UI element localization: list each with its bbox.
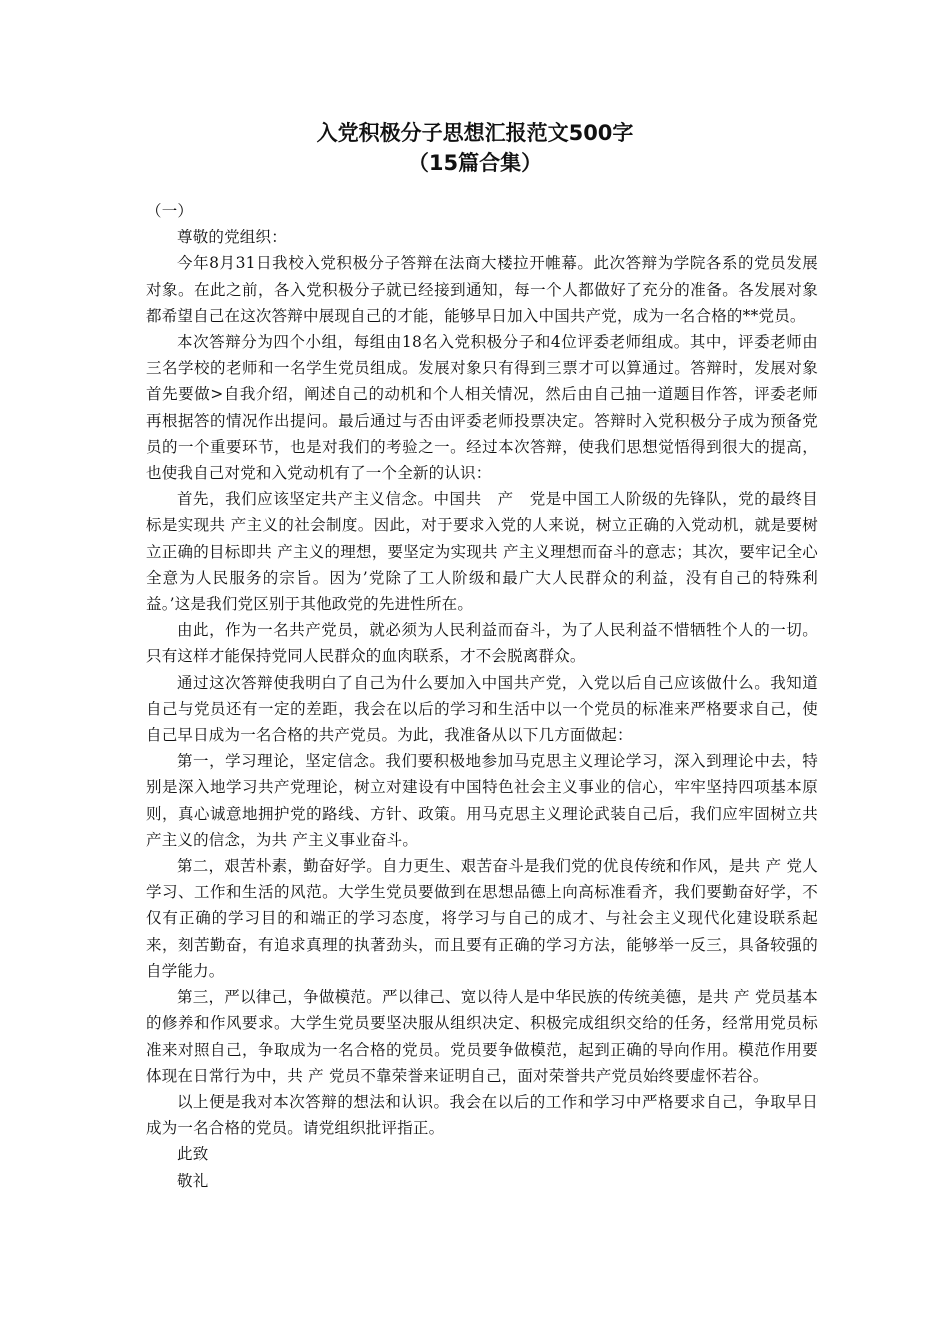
closing-line-1: 此致 bbox=[177, 1145, 209, 1164]
closing-line-2: 敬礼 bbox=[177, 1171, 209, 1190]
document-body bbox=[146, 198, 818, 1194]
paragraph-6: 第一，学习理论，坚定信念。我们要积极地参加马克思主义理论学习，深入到理论中去，特别是深入地学习共产党理论，树立对建设有中国特色社会主义事业的信心，牢牢坚持四项基本原则，真心诚意地拥护党的路线、方针、政策。用马克思主义理论武装自己后，我们应牢固树立共 产主义的信念，为共 产主义事业奋斗。 bbox=[146, 752, 818, 849]
paragraph-4: 由此，作为一名共产党员，就必须为人民利益而奋斗，为了人民利益不惜牺牲个人的一切。只有这样才能保持党同人民群众的血肉联系，才不会脱离群众。 bbox=[146, 621, 818, 666]
paragraph-8: 第三，严以律己，争做模范。严以律己、宽以待人是中华民族的传统美德，是共 产 党员基本的修养和作风要求。大学生党员要坚决服从组织决定、积极完成组织交给的任务，经常用党员标准来对照自己，争取成为一名合格的党员。党员要争做模范，起到正确的导向作用。模范作用要体现在日常行为中，共 产 党员不靠荣誉来证明自己，面对荣誉共产党员始终要虚怀若谷。 bbox=[146, 988, 818, 1085]
salutation: 尊敬的党组织： bbox=[177, 228, 287, 247]
document-title: 入党积极分子思想汇报范文500字 bbox=[316, 121, 634, 145]
paragraph-1: 今年8月31日我校入党积极分子答辩在法商大楼拉开帷幕。此次答辩为学院各系的党员发展对象。在此之前，各入党积极分子就已经接到通知，每一个人都做好了充分的准备。各发展对象都希望自己在这次答辩中展现自己的才能，能够早日加入中国共产党，成为一名合格的**党员。 bbox=[146, 254, 818, 325]
paragraph-9: 以上便是我对本次答辩的想法和认识。我会在以后的工作和学习中严格要求自己，争取早日成为一名合格的党员。请党组织批评指正。 bbox=[146, 1092, 818, 1138]
paragraph-3: 首先，我们应该坚定共产主义信念。中国共 产 党是中国工人阶级的先锋队，党的最终目标是实现共 产主义的社会制度。因此，对于要求入党的人来说，树立正确的入党动机，就是要树立正确的目标即共 产主义的理想，要坚定为实现共 产主义理想而奋斗的意志；其次，要牢记全心全意为人民服务的宗旨。因为’党除了工人阶级和最广大人民群众的利益，没有自己的特殊利益。’这是我们党区别于其他政党的先进性所在。 bbox=[146, 490, 818, 614]
section-mark: （一） bbox=[146, 202, 194, 220]
paragraph-7: 第二，艰苦朴素，勤奋好学。自力更生、艰苦奋斗是我们党的优良传统和作风，是共 产 党人学习、工作和生活的风范。大学生党员要做到在思想品德上向高标准看齐，我们要勤奋好学，不仅有正确的学习目的和端正的学习态度，将学习与自己的成才、与社会主义现代化建设联系起来，刻苦勤奋，有追求真理的执著劲头，而且要有正确的学习方法，能够举一反三，具备较强的自学能力。 bbox=[146, 857, 818, 980]
paragraph-5: 通过这次答辩使我明白了自己为什么要加入中国共产党，入党以后自己应该做什么。我知道自己与党员还有一定的差距，我会在以后的学习和生活中以一个党员的标准来严格要求自己，使自己早日成为一名合格的共产党员。为此，我准备从以下几方面做起： bbox=[146, 673, 818, 745]
paragraph-2: 本次答辩分为四个小组，每组由18名入党积极分子和4位评委老师组成。其中，评委老师由三名学校的老师和一名学生党员组成。发展对象只有得到三票才可以算通过。答辩时，发展对象首先要做>自我介绍，阐述自己的动机和个人相关情况，然后由自己抽一道题目作答，评委老师再根据答的情况作出提问。最后通过与否由评委老师投票决定。答辩时入党积极分子成为预备党员的一个重要环节，也是对我们的考验之一。经过本次答辩，使我们思想觉悟得到很大的提高，也使我自己对党和入党动机有了一个全新的认识： bbox=[146, 333, 818, 483]
title-block bbox=[0, 118, 950, 178]
document-subtitle: （15篇合集） bbox=[407, 151, 543, 175]
